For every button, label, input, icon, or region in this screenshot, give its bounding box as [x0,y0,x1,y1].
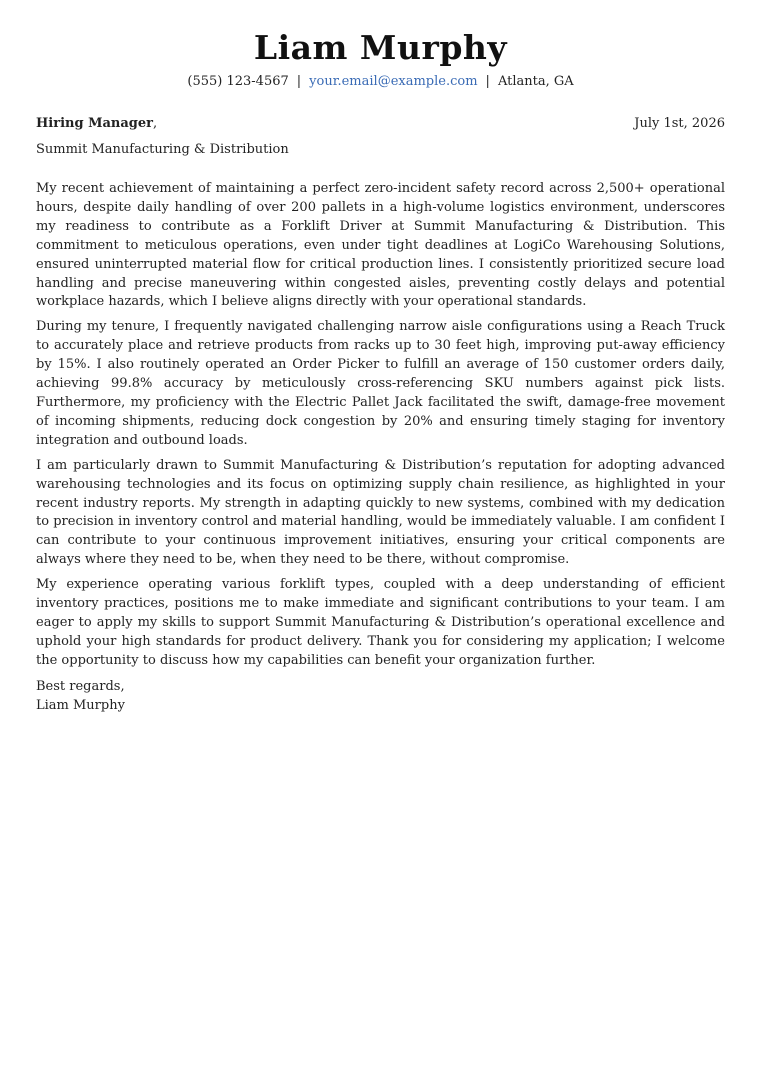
closing-signature: Liam Murphy [36,697,125,713]
recipient-company: Summit Manufacturing & Distribution [36,142,289,157]
recipient-title-suffix: , [152,116,158,131]
cover-letter [36,24,725,715]
body-paragraph: During my tenure, I frequently navigated challenging narrow aisle configurations using a Reach Truck to accurately place and retrieve products from racks up to 30 feet high, improving put-away efficiency by 15%. I also routinely operated an Order Picker to fulfill an average of 150 customer orders daily, achieving 99.8% accuracy by meticulously cross-referencing SKU numbers against pick lists. Furthermore, my proficiency with the Electric Pallet Jack facilitated the swift, damage-free movement of incoming shipments, reducing dock congestion by 20% and ensuring timely staging for inventory integration and outbound loads. [36,319,725,448]
applicant-name: Liam Murphy [253,28,508,67]
email-link[interactable]: your.email@example.com [309,74,478,89]
letter-body [36,180,725,671]
contact-line [36,72,725,92]
location: Atlanta, GA [497,74,574,89]
closing [36,677,725,715]
recipient-row [36,114,725,134]
phone-number: (555) 123-4567 [187,74,289,89]
closing-salutation: Best regards, [36,678,125,694]
recipient-greeting [36,114,157,134]
contact-separator: | [485,74,490,89]
letter-date: July 1st, 2026 [634,116,725,131]
body-paragraph: I am particularly drawn to Summit Manufacturing & Distribution’s reputation for adopting advanced warehousing technologies and its focus on optimizing supply chain resilience, as highlighted in your recent industry reports. My strength in adapting quickly to new systems, combined with my dedication to precision in inventory control and material handling, would be immediately valuable. I am confident I can contribute to your continuous improvement initiatives, ensuring your critical components are always where they need to be, when they need to be there, without compromise. [36,457,725,568]
body-paragraph: My recent achievement of maintaining a perfect zero-incident safety record across 2,500+ operational hours, despite daily handling of over 200 pallets in a high-volume logistics environment, underscores my readiness to contribute as a Forklift Driver at Summit Manufacturing & Distribution. This commitment to meticulous operations, even under tight deadlines at LogiCo Warehousing Solutions, ensured uninterrupted material flow for critical production lines. I consistently prioritized secure load handling and precise maneuvering within congested aisles, preventing costly delays and potential workplace hazards, which I believe aligns directly with your operational standards. [36,181,725,310]
contact-separator: | [296,74,302,89]
body-paragraph: My experience operating various forklift types, coupled with a deep understanding of efficient inventory practices, positions me to make immediate and significant contributions to your team. I am eager to apply my skills to support Summit Manufacturing & Distribution’s operational excellence and uphold your high standards for product delivery. Thank you for considering my application; I welcome the opportunity to discuss how my capabilities can benefit your organization further. [36,577,725,668]
recipient-title: Hiring Manager [36,116,153,131]
